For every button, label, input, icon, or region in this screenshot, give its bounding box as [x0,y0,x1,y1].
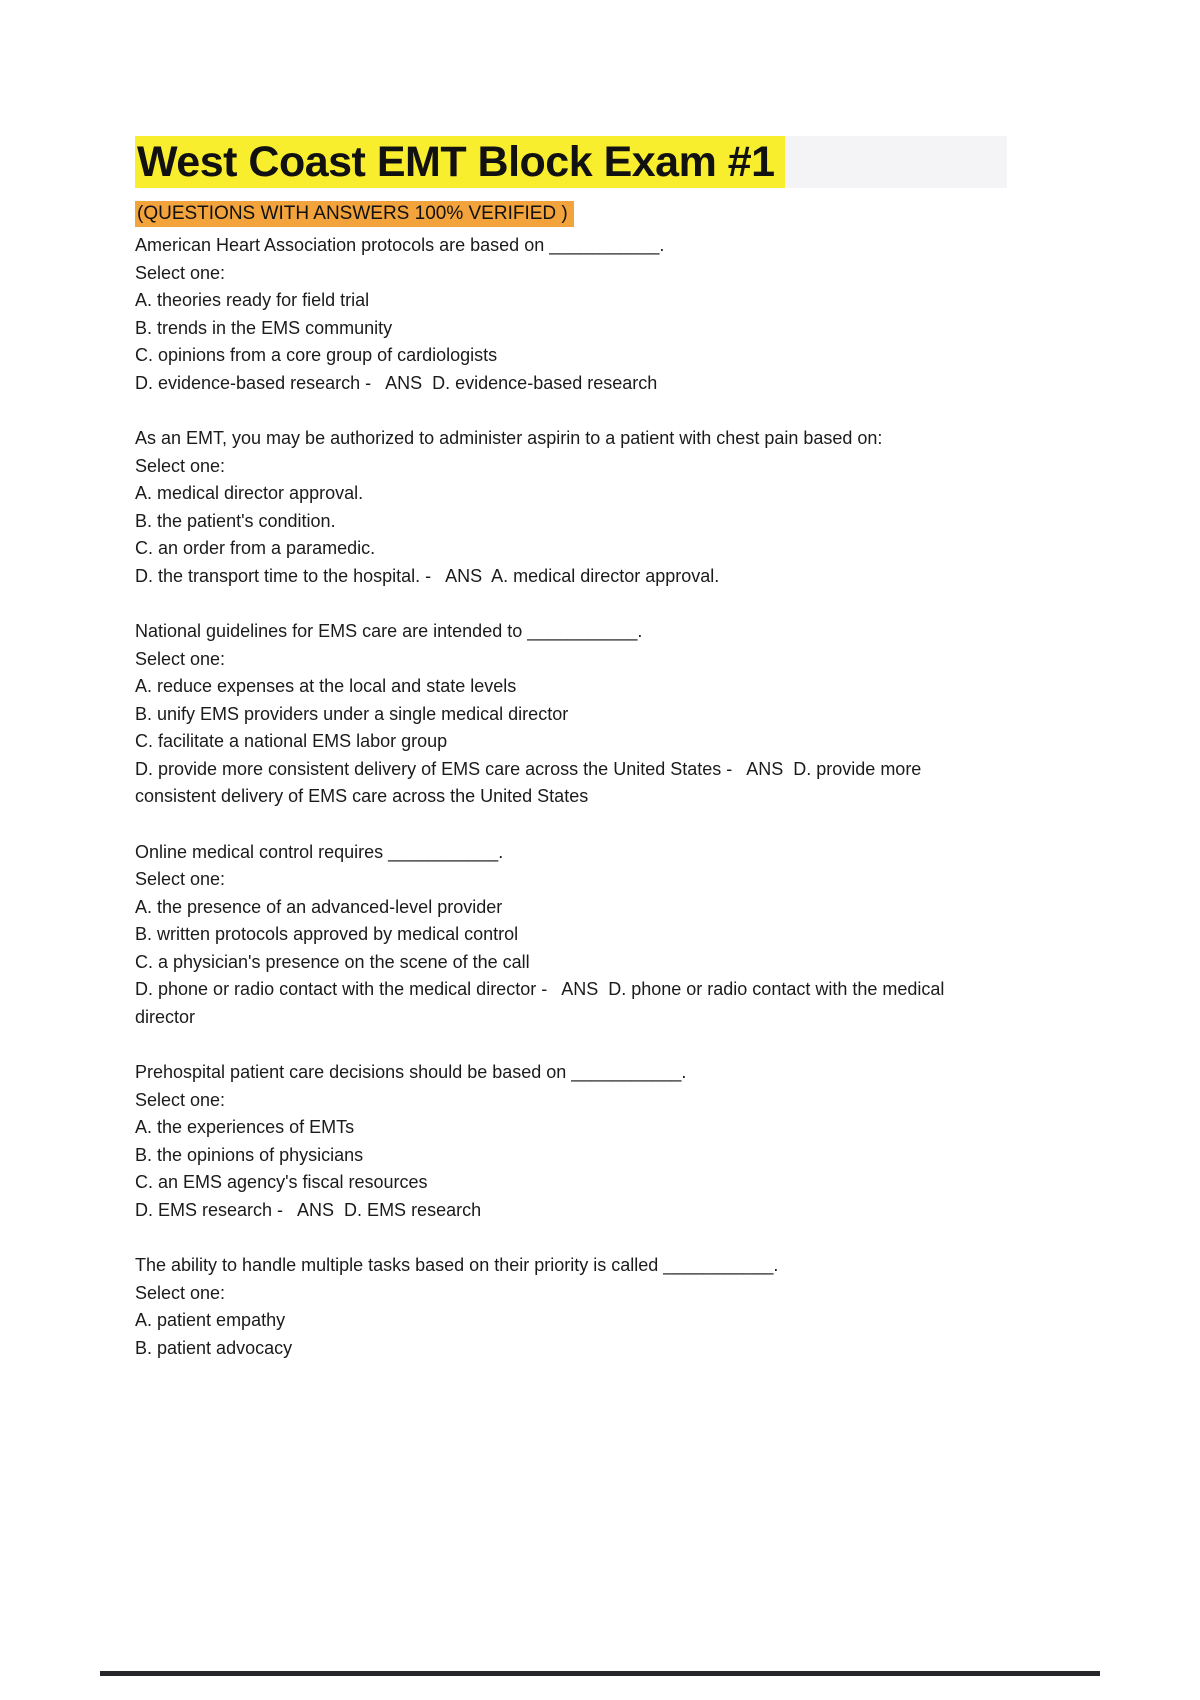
option: C. facilitate a national EMS labor group [135,731,448,751]
option: B. the opinions of physicians [135,1144,364,1165]
options [135,1114,1007,1224]
option: B. patient advocacy [135,1337,293,1358]
question-text: American Heart Association protocols are based on ___________. [135,235,665,255]
question [135,839,1007,1032]
option: B. trends in the EMS community [135,317,393,338]
option: B. unify EMS providers under a single medical director [135,703,569,724]
select-one-label: Select one: [135,648,226,669]
title-band [135,136,1007,188]
option: A. the presence of an advanced-level provider [135,896,503,917]
option: B. written protocols approved by medical control [135,924,519,944]
option: C. a physician's presence on the scene of the call [135,951,530,972]
option: D. EMS research - ANS D. EMS research [135,1199,482,1220]
subtitle-badge: (QUESTIONS WITH ANSWERS 100% VERIFIED ) [135,201,574,227]
options [135,480,1007,590]
select-one-label: Select one: [135,262,226,283]
select-one-label: Select one: [135,869,226,889]
question [135,618,1007,811]
select-one-label: Select one: [135,1089,226,1110]
question [135,425,1007,590]
option: D. evidence-based research - ANS D. evidence-based research [135,372,658,393]
options [135,287,1007,397]
option: A. theories ready for field trial [135,290,370,310]
question [135,1059,1007,1224]
option: C. an EMS agency's fiscal resources [135,1172,428,1192]
options [135,673,1007,811]
select-one-label: Select one: [135,455,226,476]
option: A. reduce expenses at the local and state levels [135,676,517,696]
questions [135,232,1007,1362]
option: D. the transport time to the hospital. - ANS A. medical director approval. [135,565,720,586]
question [135,232,1007,397]
option: B. the patient's condition. [135,510,336,531]
option: D. phone or radio contact with the medical director - ANS D. phone or radio contact with the medical director [135,979,950,1027]
option: C. opinions from a core group of cardiologists [135,345,498,365]
question-text: Prehospital patient care decisions should be based on ___________. [135,1062,687,1082]
option: A. patient empathy [135,1310,286,1330]
select-one-label: Select one: [135,1282,226,1303]
question [135,1252,1007,1362]
options [135,1307,1007,1362]
option: D. provide more consistent delivery of EMS care across the United States - ANS D. provide more consistent delivery of EMS care across the United States [135,758,927,806]
option: A. medical director approval. [135,483,364,503]
options [135,894,1007,1032]
question-text: National guidelines for EMS care are intended to ___________. [135,621,643,641]
option: C. an order from a paramedic. [135,538,376,558]
question-text: The ability to handle multiple tasks based on their priority is called ___________. [135,1255,779,1275]
question-text: Online medical control requires ___________. [135,841,504,862]
footer-divider [100,1671,1100,1676]
document-page [135,136,1007,1390]
page-title: West Coast EMT Block Exam #1 [135,136,785,188]
question-text: As an EMT, you may be authorized to administer aspirin to a patient with chest pain based on: [135,428,883,448]
option: A. the experiences of EMTs [135,1117,355,1137]
